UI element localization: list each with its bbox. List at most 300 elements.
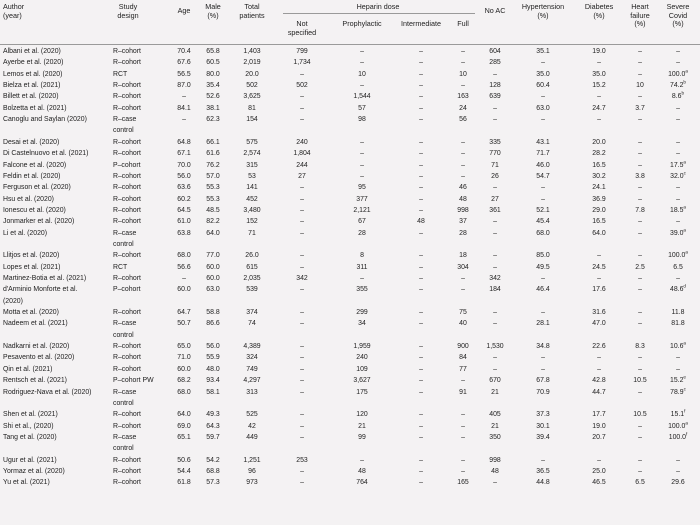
cell-full: –: [461, 433, 465, 441]
cell-total: 374: [246, 309, 258, 317]
cell-ht: 70.9: [536, 388, 550, 396]
cell-total: 152: [246, 218, 258, 226]
table-row: [0, 160, 700, 171]
cell-age: 84.1: [177, 104, 191, 112]
cell-pro: 3,627: [353, 377, 371, 385]
cell-hf: –: [638, 467, 642, 475]
cell-male: 61.6: [206, 150, 220, 158]
cell-hf: 10.5: [633, 411, 647, 419]
cell-design: R–case control: [113, 433, 137, 453]
table-row: [0, 69, 700, 80]
cell-sc: –: [676, 365, 680, 373]
cell-full: 46: [459, 184, 467, 192]
table-row: [0, 352, 700, 363]
cell-design: R–cohort: [113, 365, 141, 373]
cell-ns: 342: [296, 275, 308, 282]
cell-sc: 6.5: [673, 263, 683, 271]
cell-male: 52.6: [206, 93, 220, 101]
cell-ns: 244: [296, 161, 308, 169]
footnote-marker: a: [683, 340, 686, 346]
cell-male: 80.0: [206, 70, 220, 78]
cell-int: –: [419, 206, 423, 214]
cell-age: 64.8: [177, 138, 191, 146]
cell-hf: 3.7: [635, 104, 645, 112]
cell-ns: –: [300, 286, 304, 294]
cell-ns: –: [300, 309, 304, 317]
cell-pro: 57: [358, 104, 366, 112]
cell-ns: –: [300, 93, 304, 101]
cell-dm: 47.0: [592, 320, 606, 328]
cell-noac: –: [493, 309, 497, 317]
cell-int: –: [419, 70, 423, 78]
cell-hf: –: [638, 229, 642, 237]
footnote-marker: f: [685, 431, 688, 437]
footnote-marker: a: [685, 420, 688, 426]
cell-ht: 35.0: [536, 70, 550, 78]
cell-age: 50.7: [177, 320, 191, 328]
cell-author: Martinez-Botia et al. (2021): [3, 275, 87, 282]
cell-noac: –: [493, 252, 497, 260]
cell-sc: –: [676, 456, 680, 464]
cell-male: 93.4: [206, 377, 220, 385]
cell-age: 60.0: [177, 365, 191, 373]
cell-male: 62.3: [206, 116, 220, 124]
cell-design: R–cohort: [113, 456, 141, 464]
col-heart-failure: Heart failure (%): [630, 2, 650, 29]
cell-int: –: [419, 172, 423, 180]
cell-noac: 998: [489, 456, 501, 464]
cell-sc: –: [676, 104, 680, 112]
cell-ht: 35.1: [536, 48, 550, 55]
cell-dm: 42.8: [592, 377, 606, 385]
cell-male: 48.5: [206, 206, 220, 214]
cell-design: R–case control: [113, 229, 137, 248]
cell-noac: 350: [489, 433, 501, 441]
cell-int: –: [419, 161, 423, 169]
cell-ns: 253: [296, 456, 308, 464]
footnote-marker: b: [683, 79, 686, 85]
cell-male: 65.8: [206, 48, 220, 55]
cell-design: R–cohort: [113, 343, 141, 351]
cell-noac: –: [493, 229, 497, 237]
cell-age: 50.6: [177, 456, 191, 464]
table-header: [0, 0, 700, 44]
cell-design: R–cohort: [113, 93, 141, 101]
cell-author: Rentsch et al. (2021): [3, 377, 67, 385]
cell-total: 2,574: [243, 150, 261, 158]
cell-age: 63.8: [177, 229, 191, 237]
table-row: [0, 409, 700, 420]
cell-noac: –: [493, 365, 497, 373]
cell-author: d'Arminio Monforte et al. (2020): [3, 286, 78, 305]
cell-ns: 1,734: [293, 59, 311, 67]
cell-ns: –: [300, 343, 304, 351]
cell-ht: –: [541, 195, 545, 203]
cell-male: 60.5: [206, 59, 220, 67]
cell-author: Qin et al. (2021): [3, 365, 53, 373]
cell-ns: –: [300, 354, 304, 362]
cell-pro: 2,121: [353, 206, 371, 214]
cell-pro: 1,959: [353, 343, 371, 351]
cell-design: R–cohort: [113, 467, 141, 475]
cell-total: 1,251: [243, 456, 261, 464]
cell-design: R–cohort: [113, 309, 141, 317]
cell-pro: 8: [360, 252, 364, 260]
cell-ns: 799: [296, 48, 308, 55]
cell-age: 64.5: [177, 206, 191, 214]
cell-design: P–cohort PW: [113, 377, 154, 385]
cell-age: –: [182, 93, 186, 101]
cell-hf: –: [638, 388, 642, 396]
cell-full: 163: [457, 93, 469, 101]
cell-noac: –: [493, 263, 497, 271]
cell-total: 53: [248, 172, 256, 180]
cell-sc: –: [676, 48, 680, 55]
cell-hf: –: [638, 275, 642, 282]
cell-sc: 11.8: [671, 309, 685, 317]
cell-noac: –: [493, 479, 497, 487]
cell-hf: –: [638, 70, 642, 78]
cell-dm: –: [597, 275, 601, 282]
cell-ns: –: [300, 411, 304, 419]
cell-hf: –: [638, 195, 642, 203]
cell-hf: –: [638, 59, 642, 67]
cell-pro: –: [360, 59, 364, 67]
cell-design: R–cohort: [113, 48, 141, 55]
cell-ns: –: [300, 184, 304, 192]
cell-full: –: [461, 59, 465, 67]
cell-male: 57.0: [206, 172, 220, 180]
table-row: [0, 421, 700, 432]
cell-hf: –: [638, 365, 642, 373]
table-row: [0, 318, 700, 339]
cell-author: Rodriguez-Nava et al. (2020): [3, 388, 92, 396]
cell-int: –: [419, 252, 423, 260]
cell-age: 71.0: [177, 354, 191, 362]
cell-sc: –: [676, 116, 680, 124]
cell-author: Motta et al. (2020): [3, 309, 59, 317]
cell-full: 48: [459, 195, 467, 203]
cell-ht: 46.0: [536, 161, 550, 169]
cell-total: 154: [246, 116, 258, 124]
cell-pro: 98: [358, 116, 366, 124]
cell-int: –: [419, 343, 423, 351]
cell-total: 26.0: [245, 252, 259, 260]
cell-ht: 54.7: [536, 172, 550, 180]
cell-noac: 128: [489, 82, 501, 90]
heparin-group-rule: [283, 13, 475, 14]
cell-dm: –: [597, 116, 601, 124]
cell-ht: 46.4: [536, 286, 550, 294]
cell-sc: 81.8: [671, 320, 685, 328]
cell-int: –: [419, 479, 423, 487]
cell-design: R–cohort: [113, 195, 141, 203]
cell-male: 60.0: [206, 263, 220, 271]
table-row: [0, 466, 700, 477]
cell-male: 58.8: [206, 309, 220, 317]
col-severe-covid: Severe Covid (%): [666, 2, 690, 29]
cell-pro: –: [360, 82, 364, 90]
cell-int: –: [419, 388, 423, 396]
cell-male: 64.0: [206, 229, 220, 237]
cell-male: 59.7: [206, 433, 220, 441]
cell-dm: –: [597, 59, 601, 67]
cell-male: 54.2: [206, 456, 220, 464]
cell-author: Ayerbe et al. (2020): [3, 59, 64, 67]
cell-total: 749: [246, 365, 258, 373]
cell-ht: 37.3: [536, 411, 550, 419]
cell-ht: –: [541, 354, 545, 362]
cell-author: Ugur et al. (2021): [3, 456, 57, 464]
table-row: [0, 91, 700, 102]
cell-ht: 34.8: [536, 343, 550, 351]
cell-male: 77.0: [206, 252, 220, 260]
cell-age: –: [182, 275, 186, 282]
cell-hf: –: [638, 48, 642, 55]
cell-ht: –: [541, 365, 545, 373]
table-row: [0, 57, 700, 68]
cell-total: 141: [246, 184, 258, 192]
cell-sc: 100.0$^a$: [668, 250, 688, 260]
cell-ht: 39.4: [536, 433, 550, 441]
cell-noac: –: [493, 104, 497, 112]
cell-full: 37: [459, 218, 467, 226]
cell-design: R–case control: [113, 388, 137, 407]
cell-age: 60.0: [177, 286, 191, 294]
cell-sc: 29.6: [671, 479, 685, 487]
cell-dm: 64.0: [592, 229, 606, 237]
cell-age: 68.2: [177, 377, 191, 385]
cell-author: Feldin et al. (2020): [3, 172, 61, 180]
cell-int: –: [419, 467, 423, 475]
cell-noac: –: [493, 218, 497, 226]
col-intermediate: Intermediate: [401, 19, 441, 28]
cell-design: R–cohort: [113, 218, 141, 226]
cell-pro: –: [360, 161, 364, 169]
cell-ht: 71.7: [536, 150, 550, 158]
cell-total: 575: [246, 138, 258, 146]
cell-full: 40: [459, 320, 467, 328]
cell-dm: 44.7: [592, 388, 606, 396]
cell-hf: –: [638, 150, 642, 158]
cell-design: R–cohort: [113, 184, 141, 192]
cell-total: 449: [246, 433, 258, 441]
cell-total: 42: [248, 422, 256, 430]
cell-ns: –: [300, 116, 304, 124]
cell-hf: 2.5: [635, 263, 645, 271]
cell-ns: –: [300, 104, 304, 112]
cell-pro: –: [360, 48, 364, 55]
cell-hf: 3.8: [635, 172, 645, 180]
cell-int: –: [419, 93, 423, 101]
cell-ht: 44.8: [536, 479, 550, 487]
table-row: [0, 262, 700, 273]
cell-full: –: [461, 411, 465, 419]
cell-ht: –: [541, 456, 545, 464]
cell-dm: 30.2: [592, 172, 606, 180]
cell-ht: 28.1: [536, 320, 550, 328]
cell-int: –: [419, 286, 423, 294]
cell-ns: –: [300, 263, 304, 271]
cell-design: R–cohort: [113, 422, 141, 430]
cell-author: Li et al. (2020): [3, 229, 48, 237]
cell-sc: 15.1$^f$: [670, 408, 686, 419]
cell-author: Lemos et al. (2020): [3, 70, 63, 78]
cell-male: 60.0: [206, 275, 220, 282]
cell-author: Ionescu et al. (2020): [3, 206, 66, 214]
cell-age: 70.4: [177, 48, 191, 55]
cell-noac: 26: [491, 172, 499, 180]
footnote-marker: d: [683, 284, 686, 290]
cell-full: 165: [457, 479, 469, 487]
cell-dm: 16.5: [592, 161, 606, 169]
cell-full: –: [461, 172, 465, 180]
cell-ht: –: [541, 93, 545, 101]
cell-total: 74: [248, 320, 256, 328]
cell-design: R–cohort: [113, 138, 141, 146]
cell-author: Lopes et al. (2021): [3, 263, 61, 271]
cell-sc: 48.6$^d$: [670, 284, 686, 294]
cell-total: 71: [248, 229, 256, 237]
cell-total: 4,297: [243, 377, 261, 385]
cell-full: 56: [459, 116, 467, 124]
cell-full: 84: [459, 354, 467, 362]
cell-total: 452: [246, 195, 258, 203]
cell-total: 1,403: [243, 48, 261, 55]
cell-noac: 48: [491, 467, 499, 475]
cell-design: RCT: [113, 70, 128, 78]
cell-sc: 15.2e: [670, 374, 686, 385]
cell-noac: –: [493, 320, 497, 328]
table-row: [0, 307, 700, 318]
cell-ns: –: [300, 433, 304, 441]
cell-noac: 71: [491, 161, 499, 169]
table-row: [0, 46, 700, 57]
cell-ht: 67.8: [536, 377, 550, 385]
cell-total: 3,625: [243, 93, 261, 101]
cell-age: 56.5: [177, 70, 191, 78]
cell-full: –: [461, 275, 465, 282]
table-row: [0, 455, 700, 466]
cell-int: –: [419, 377, 423, 385]
cell-pro: –: [360, 138, 364, 146]
cell-pro: 764: [356, 479, 368, 487]
cell-int: –: [419, 104, 423, 112]
cell-hf: –: [638, 320, 642, 328]
cell-pro: 67: [358, 218, 366, 226]
cell-total: 4,389: [243, 343, 261, 351]
cell-dm: 25.0: [592, 467, 606, 475]
cell-full: 998: [457, 206, 469, 214]
cell-age: 68.0: [177, 388, 191, 396]
cell-author: Llitjos et al. (2020): [3, 252, 60, 260]
cell-male: 86.6: [206, 320, 220, 328]
table-row: [0, 284, 700, 305]
cell-male: 38.1: [206, 104, 220, 112]
cell-ns: 1,804: [293, 150, 311, 158]
cell-noac: 184: [489, 286, 501, 294]
cell-ht: 43.1: [536, 138, 550, 146]
cell-author: Nadeem et al. (2021): [3, 320, 68, 328]
cell-ns: –: [300, 206, 304, 214]
cell-noac: –: [493, 70, 497, 78]
cell-male: 55.9: [206, 354, 220, 362]
cell-full: –: [461, 82, 465, 90]
cell-full: 75: [459, 309, 467, 317]
cell-male: 35.4: [206, 82, 220, 90]
col-male: Male (%): [205, 2, 221, 20]
cell-sc: –: [676, 138, 680, 146]
cell-ns: –: [300, 422, 304, 430]
cell-design: RCT: [113, 263, 128, 271]
cell-design: R–cohort: [113, 275, 141, 282]
cell-male: 49.3: [206, 411, 220, 419]
cell-noac: –: [493, 116, 497, 124]
cell-sc: –: [676, 184, 680, 192]
cell-pro: –: [360, 172, 364, 180]
cell-age: 61.0: [177, 218, 191, 226]
cell-pro: –: [360, 275, 364, 282]
cell-full: 28: [459, 229, 467, 237]
cell-full: –: [461, 467, 465, 475]
table-row: [0, 273, 700, 284]
cell-age: 70.0: [177, 161, 191, 169]
cell-sc: –: [676, 467, 680, 475]
cell-age: 67.6: [177, 59, 191, 67]
cell-noac: 604: [489, 48, 501, 55]
cell-ht: 60.4: [536, 82, 550, 90]
cell-age: 56.0: [177, 172, 191, 180]
cell-pro: –: [360, 150, 364, 158]
cell-author: Canoglu and Saylan (2020): [3, 116, 87, 124]
cell-full: –: [461, 138, 465, 146]
cell-int: 48: [417, 218, 425, 226]
cell-noac: 335: [489, 138, 501, 146]
table-row: [0, 194, 700, 205]
cell-pro: 48: [358, 467, 366, 475]
cell-design: R–cohort: [113, 104, 141, 112]
footnote-marker: a: [685, 68, 688, 74]
cell-hf: –: [638, 456, 642, 464]
cell-male: 55.3: [206, 195, 220, 203]
cell-sc: 32.0$^c$: [670, 170, 686, 180]
cell-ht: –: [541, 184, 545, 192]
cell-hf: –: [638, 354, 642, 362]
cell-design: R–cohort: [113, 150, 141, 158]
cell-int: –: [419, 82, 423, 90]
cell-noac: –: [493, 184, 497, 192]
cell-total: 539: [246, 286, 258, 294]
cell-author: Yu et al. (2021): [3, 479, 50, 487]
cell-sc: –: [676, 195, 680, 203]
cell-pro: 1,544: [353, 93, 371, 101]
cell-ns: –: [300, 229, 304, 237]
cell-sc: 17.5$^a$: [670, 159, 686, 169]
cell-int: –: [419, 184, 423, 192]
cell-pro: 21: [358, 422, 366, 430]
cell-age: 64.7: [177, 309, 191, 317]
cell-dm: 19.0: [592, 422, 606, 430]
cell-ht: –: [541, 275, 545, 282]
cell-design: R–cohort: [113, 172, 141, 180]
cell-dm: 20.7: [592, 433, 606, 441]
cell-dm: 29.0: [592, 206, 606, 214]
cell-full: 24: [459, 104, 467, 112]
col-heparin-group: Heparin dose: [356, 2, 400, 11]
cell-sc: 8.6$^b$: [671, 91, 685, 101]
cell-age: 64.0: [177, 411, 191, 419]
cell-age: 65.1: [177, 433, 191, 441]
